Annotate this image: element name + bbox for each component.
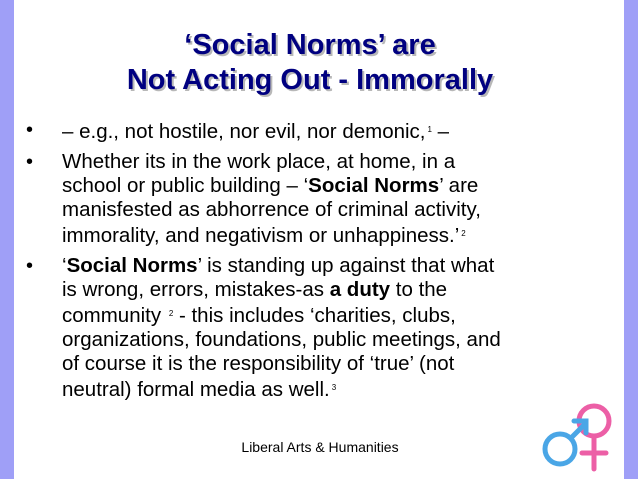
bullet-2-line-4: immorality, and negativism or unhappiness.’ <box>62 224 460 247</box>
bullet-marker: • <box>26 151 34 173</box>
social-norms-bold: Social Norms <box>66 254 198 277</box>
bullet-1-text: – e.g., not hostile, nor evil, nor demonic, <box>62 120 426 143</box>
male-symbol-icon <box>545 421 586 464</box>
gender-symbols-icon <box>536 397 622 475</box>
bullet-2-line-2-end: ’ are <box>439 174 479 197</box>
bullet-item-3 <box>26 254 616 402</box>
title-line-2: Not Acting Out - Immorally <box>126 64 494 96</box>
social-norms-bold: Social Norms <box>308 174 440 197</box>
slide-footer: Liberal Arts & Humanities <box>241 439 399 455</box>
bullet-1-text-end: – <box>431 120 450 143</box>
slide-title <box>30 28 590 98</box>
bullet-item-2 <box>26 150 616 248</box>
bullet-3-line-1-end: ’ is standing up against that what <box>197 254 495 277</box>
bullet-item-1 <box>26 118 616 144</box>
bullet-2-line-2-start: school or public building – ‘ <box>62 174 309 197</box>
bullet-3-line-3-start: community <box>62 304 167 327</box>
footnote-ref: 3 <box>331 383 337 392</box>
right-side-bar <box>624 0 638 479</box>
bullet-2-line-1: Whether its in the work place, at home, in a <box>62 150 456 173</box>
title-line-1: ‘Social Norms’ are <box>184 29 436 61</box>
bullet-list <box>26 118 616 408</box>
female-symbol-icon <box>579 406 609 469</box>
bullet-marker: • <box>26 119 34 141</box>
bullet-3-line-2-start: is wrong, errors, mistakes-as <box>62 278 330 301</box>
a-duty-bold: a duty <box>329 278 391 301</box>
bullet-3-line-2-end: to the <box>390 278 448 301</box>
bullet-marker: • <box>26 255 34 277</box>
bullet-3-line-1-start: ‘ <box>62 254 67 277</box>
bullet-3-line-3-end: - this includes ‘charities, clubs, <box>173 304 456 327</box>
bullet-2-line-3: manisfested as abhorrence of criminal activity, <box>62 198 481 221</box>
footnote-ref: 2 <box>168 309 174 318</box>
bullet-3-line-4: organizations, foundations, public meetings, and <box>62 328 501 351</box>
footnote-ref: 1 <box>427 125 432 134</box>
footnote-ref: 2 <box>461 229 466 238</box>
bullet-3-line-6: neutral) formal media as well. <box>62 378 330 401</box>
left-side-bar <box>0 0 14 479</box>
bullet-3-line-5: of course it is the responsibility of ‘true’ (not <box>62 352 455 375</box>
